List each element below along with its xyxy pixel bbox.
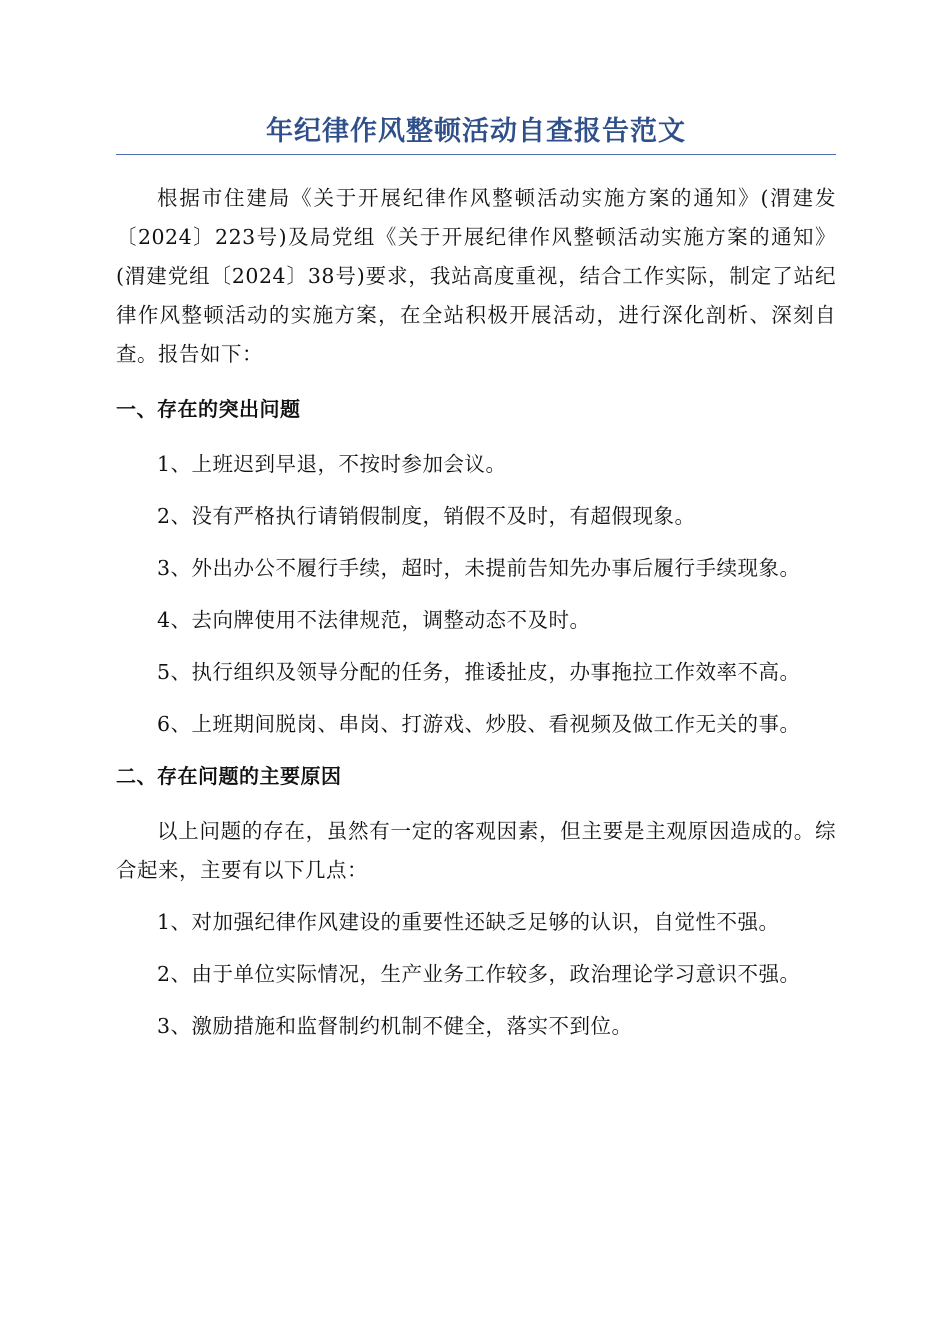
problem-item: 1、上班迟到早退，不按时参加会议。 [157,452,507,476]
document-title: 年纪律作风整顿活动自查报告范文 [116,112,836,155]
section-heading-causes: 二、存在问题的主要原因 [116,764,342,788]
document-page [116,112,836,1059]
cause-item: 1、对加强纪律作风建设的重要性还缺乏足够的认识，自觉性不强。 [157,910,780,934]
intro-paragraph: 根据市住建局《关于开展纪律作风整顿活动实施方案的通知》(渭建发〔2024〕223号)及局党组《关于开展纪律作风整顿活动实施方案的通知》(渭建党组〔2024〕38号)要求，我站高度重视，结合工作实际，制定了站纪律作风整顿活动的实施方案，在全站积极开展活动，进行深化剖析、深刻自查。报告如下： [116,186,836,366]
problem-item: 5、执行组织及领导分配的任务，推诿扯皮，办事拖拉工作效率不高。 [157,660,801,684]
cause-item: 2、由于单位实际情况，生产业务工作较多，政治理论学习意识不强。 [157,962,801,986]
problem-item: 2、没有严格执行请销假制度，销假不及时，有超假现象。 [157,504,696,528]
problem-item: 6、上班期间脱岗、串岗、打游戏、炒股、看视频及做工作无关的事。 [157,712,801,736]
problem-item: 3、外出办公不履行手续，超时，未提前告知先办事后履行手续现象。 [157,556,801,580]
problem-item: 4、去向牌使用不法律规范，调整动态不及时。 [157,608,591,632]
causes-intro-paragraph: 以上问题的存在，虽然有一定的客观因素，但主要是主观原因造成的。综合起来，主要有以下几点： [116,819,836,882]
section-heading-problems: 一、存在的突出问题 [116,397,301,421]
cause-item: 3、激励措施和监督制约机制不健全，落实不到位。 [157,1014,633,1038]
